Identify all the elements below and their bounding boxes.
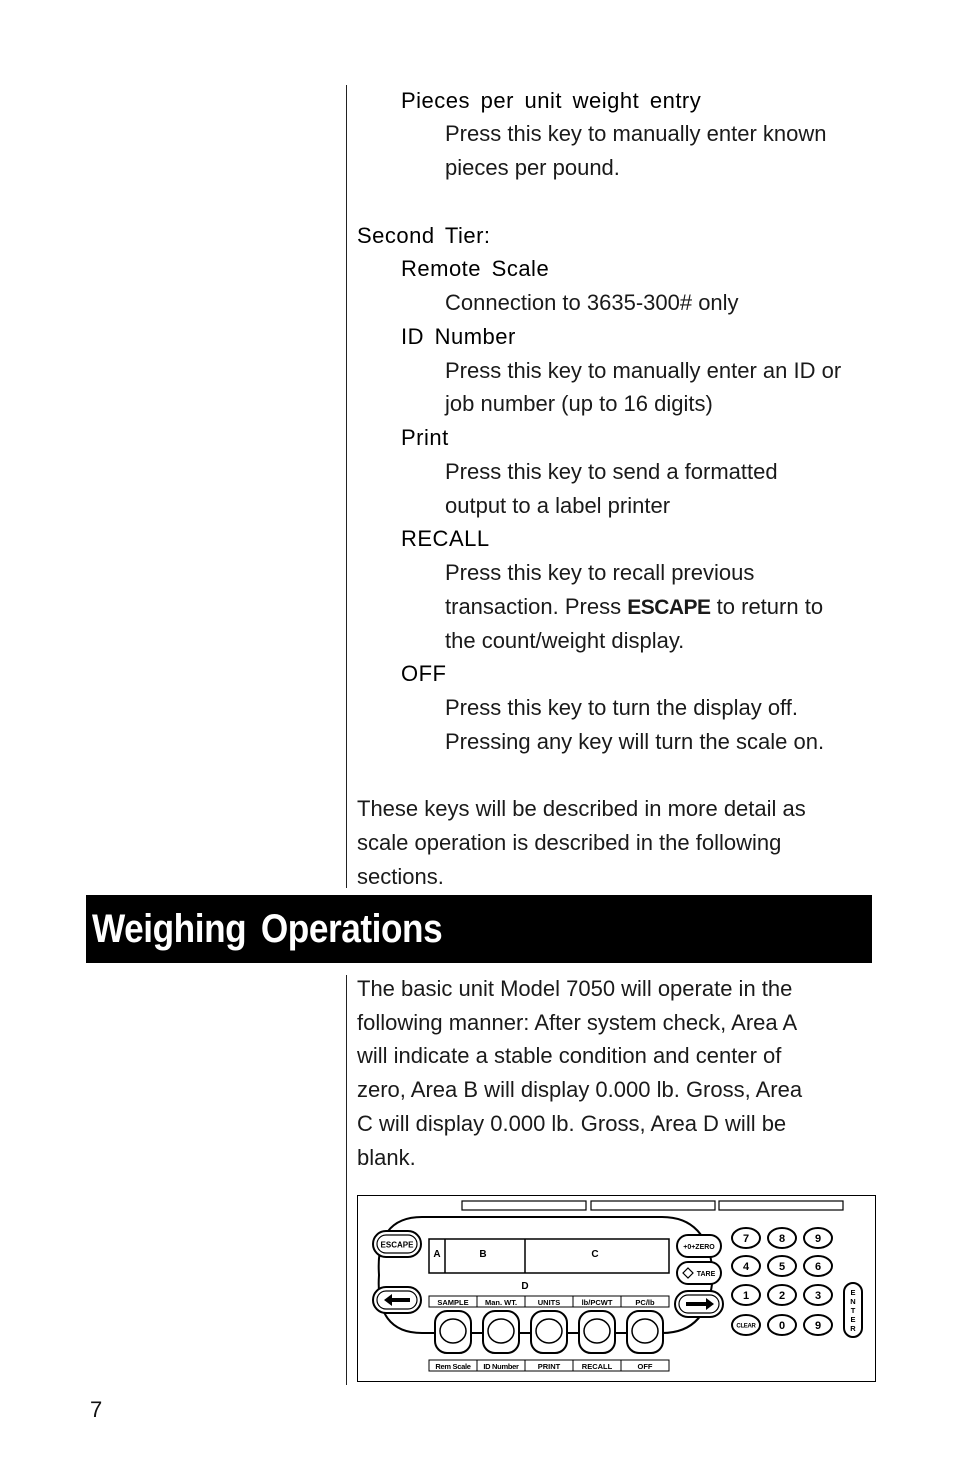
print-heading: Print (401, 425, 449, 450)
keyboard-panel-figure (357, 1195, 876, 1382)
area-d-label: D (521, 1281, 529, 1292)
id-number-heading: ID Number (401, 324, 516, 349)
section-banner (86, 895, 872, 963)
recall-desc-post: to return to (710, 594, 824, 619)
page-number: 7 (90, 1397, 103, 1422)
summary-line: These keys will be described in more detail as (357, 796, 806, 821)
lb-pcwt-label: lb/PCWT (581, 1298, 613, 1307)
key-7: 7 (742, 1233, 750, 1245)
key-8: 8 (778, 1233, 786, 1245)
key-2: 2 (778, 1290, 786, 1302)
print-label: PRINT (537, 1362, 561, 1371)
enter-letter: T (850, 1306, 856, 1315)
key-5: 5 (778, 1261, 786, 1273)
sample-label: SAMPLE (437, 1298, 469, 1307)
rem-scale-label: Rem Scale (435, 1362, 471, 1371)
function-keys (435, 1311, 663, 1353)
intro-line: will indicate a stable condition and center of (357, 1043, 782, 1068)
recall-desc-line (445, 590, 823, 625)
key-9-top: 9 (814, 1233, 822, 1245)
key-9-bottom: 9 (814, 1320, 822, 1332)
escape-key-word: ESCAPE (627, 596, 711, 619)
intro-line: C will display 0.000 lb. Gross, Area D will be (357, 1111, 787, 1136)
off-desc-line: Pressing any key will turn the scale on. (445, 729, 825, 754)
id-number-desc-line: job number (up to 16 digits) (445, 391, 713, 416)
intro-line: zero, Area B will display 0.000 lb. Gross, Area (357, 1077, 803, 1102)
off-label: OFF (637, 1362, 653, 1371)
summary-line: sections. (357, 864, 444, 889)
print-desc-line: Press this key to send a formatted (445, 459, 778, 484)
remote-scale-heading: Remote Scale (401, 256, 550, 281)
escape-key-label: ESCAPE (380, 1240, 414, 1250)
recall-desc-line: the count/weight display. (445, 628, 685, 653)
key-1: 1 (742, 1290, 750, 1302)
print-desc-line: output to a label printer (445, 493, 671, 518)
id-number-desc-line: Press this key to manually enter an ID or (445, 358, 842, 383)
tare-key-label: TARE (696, 1271, 716, 1278)
enter-letter: E (850, 1288, 856, 1297)
id-number-label: ID Number (483, 1362, 519, 1371)
section-title: Weighing Operations (92, 907, 443, 951)
remote-scale-desc: Connection to 3635-300# only (445, 290, 739, 315)
area-a-label: A (433, 1249, 441, 1260)
recall-label: RECALL (581, 1362, 613, 1371)
pieces-desc-line: Press this key to manually enter known (445, 121, 827, 146)
intro-line: The basic unit Model 7050 will operate in the (357, 976, 793, 1001)
units-label: UNITS (537, 1298, 561, 1307)
pieces-desc-line: pieces per pound. (445, 155, 620, 180)
recall-desc-pre: transaction. Press (445, 594, 628, 619)
man-wt-label: Man. WT. (484, 1298, 518, 1307)
enter-letter: N (850, 1297, 856, 1306)
key-0: 0 (778, 1320, 786, 1332)
enter-letter: R (850, 1324, 856, 1333)
recall-desc-line: Press this key to recall previous (445, 560, 755, 585)
off-heading: OFF (401, 661, 447, 686)
key-3: 3 (814, 1290, 822, 1302)
zero-key-label: +0+ZERO (683, 1244, 715, 1251)
intro-line: blank. (357, 1145, 416, 1170)
pc-lb-label: PC/lb (635, 1298, 655, 1307)
intro-line: following manner: After system check, Area A (357, 1010, 798, 1035)
margin-rule-top (346, 85, 347, 888)
second-tier-heading: Second Tier: (357, 223, 491, 248)
margin-rule-bottom (346, 975, 347, 1385)
area-c-label: C (591, 1249, 599, 1260)
area-b-label: B (479, 1249, 487, 1260)
key-6: 6 (814, 1261, 822, 1273)
enter-letter: E (850, 1315, 856, 1324)
off-desc-line: Press this key to turn the display off. (445, 695, 798, 720)
recall-heading: RECALL (401, 526, 490, 551)
pieces-heading: Pieces per unit weight entry (401, 88, 702, 113)
key-4: 4 (742, 1261, 750, 1273)
key-clear: CLEAR (736, 1323, 756, 1330)
summary-line: scale operation is described in the following (357, 830, 782, 855)
